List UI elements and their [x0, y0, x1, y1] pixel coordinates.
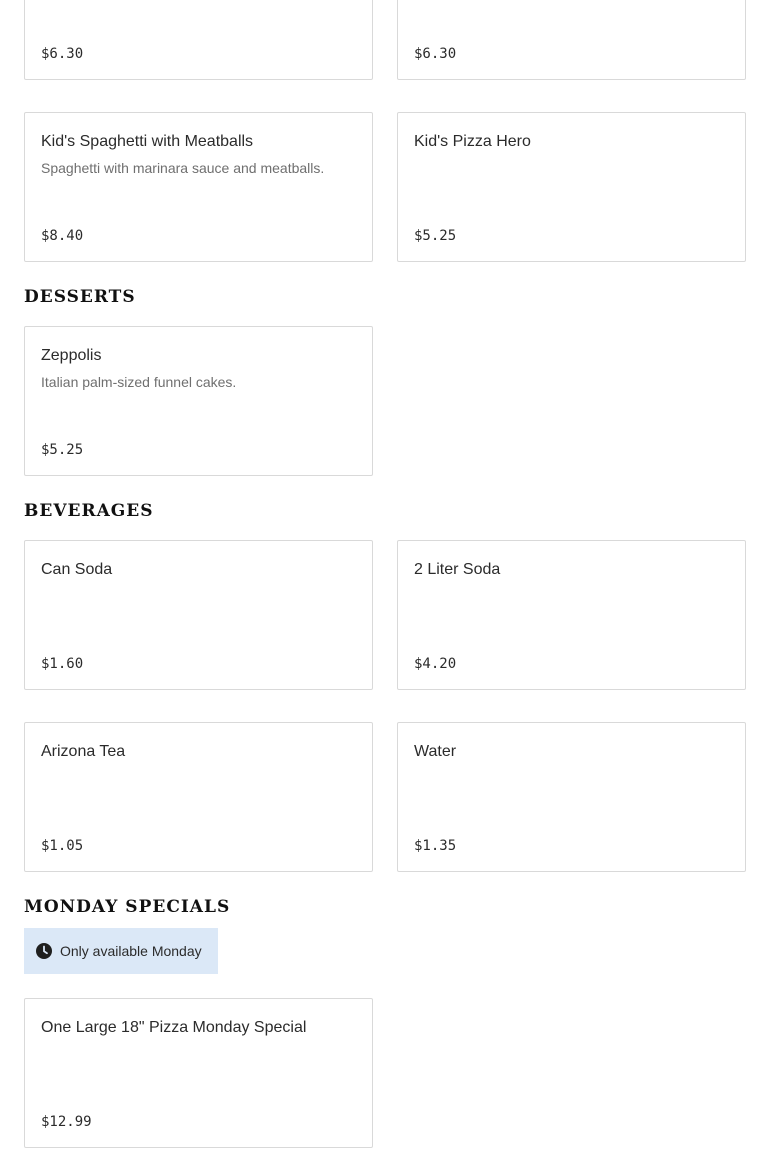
- item-price: $12.99: [41, 1114, 92, 1130]
- item-price: $1.35: [414, 838, 457, 854]
- availability-notice: [24, 928, 218, 974]
- item-name: Zeppolis: [41, 347, 102, 364]
- item-price: $1.05: [41, 838, 84, 854]
- item-name: One Large 18" Pizza Monday Special: [41, 1019, 307, 1036]
- menu-item-card[interactable]: [24, 112, 373, 262]
- item-price: $4.20: [414, 656, 457, 672]
- item-price: $8.40: [41, 228, 84, 244]
- menu-item-card[interactable]: [24, 326, 373, 476]
- item-price: $1.60: [41, 656, 84, 672]
- item-name: 2 Liter Soda: [414, 561, 501, 578]
- menu-item-card[interactable]: [24, 540, 373, 690]
- menu-item-card[interactable]: [397, 112, 746, 262]
- item-price: $6.30: [41, 46, 84, 62]
- item-name: Arizona Tea: [41, 743, 126, 760]
- item-name: Can Soda: [41, 561, 113, 578]
- menu-item-card[interactable]: [24, 722, 373, 872]
- item-price: $6.30: [414, 46, 457, 62]
- section-title-desserts: DESSERTS: [24, 287, 136, 307]
- item-price: $5.25: [414, 228, 457, 244]
- section-title-beverages: BEVERAGES: [24, 501, 154, 521]
- menu-item-card[interactable]: [397, 540, 746, 690]
- item-name: Water: [414, 743, 457, 760]
- item-description: Spaghetti with marinara sauce and meatballs.: [41, 160, 325, 176]
- menu-item-card[interactable]: [397, 722, 746, 872]
- clock-icon: [36, 943, 52, 959]
- section-title-monday-specials: MONDAY SPECIALS: [24, 897, 231, 917]
- availability-text: Only available Monday: [60, 943, 202, 959]
- item-price: $5.25: [41, 442, 84, 458]
- item-name: Kid's Spaghetti with Meatballs: [41, 133, 254, 150]
- menu-item-card[interactable]: [397, 0, 746, 80]
- menu-item-card[interactable]: [24, 998, 373, 1148]
- item-description: Italian palm-sized funnel cakes.: [41, 374, 237, 390]
- item-name: Kid's Pizza Hero: [414, 133, 531, 150]
- menu-item-card[interactable]: [24, 0, 373, 80]
